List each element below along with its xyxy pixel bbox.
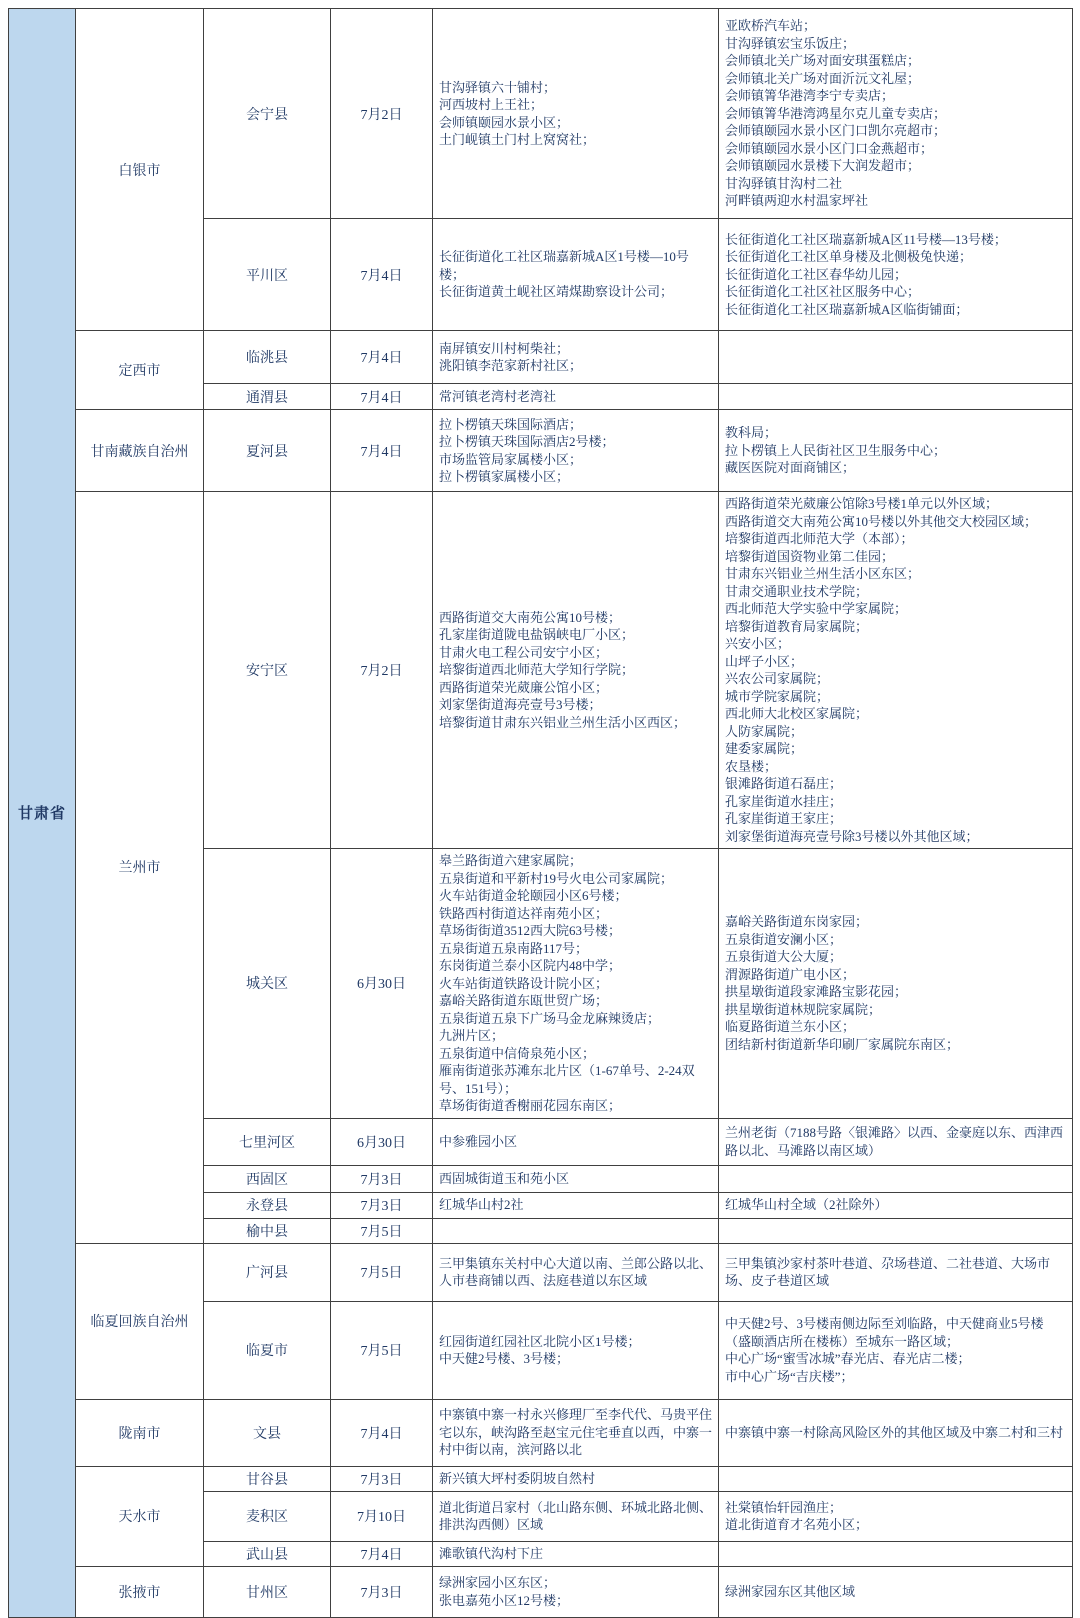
city-cell: 临夏回族自治州 bbox=[76, 1243, 204, 1399]
date-cell: 7月5日 bbox=[331, 1218, 433, 1243]
area-line: 甘肃东兴铝业兰州生活小区东区； bbox=[725, 566, 921, 581]
mid-risk-areas-cell bbox=[433, 384, 719, 410]
area-line: 甘肃火电工程公司安宁小区； bbox=[439, 644, 609, 660]
table-row bbox=[9, 492, 1073, 849]
area-line: 洮阳镇李范家新村社区； bbox=[439, 358, 583, 373]
area-line: 西路街道荣光葳廉公馆除3号楼1单元以外区域； bbox=[725, 496, 999, 511]
province-cell: 甘肃省 bbox=[9, 9, 76, 1618]
county-cell: 甘谷县 bbox=[204, 1466, 331, 1491]
area-line: 建委家属院； bbox=[725, 741, 804, 756]
date-cell: 7月4日 bbox=[331, 1399, 433, 1466]
county-cell: 榆中县 bbox=[204, 1218, 331, 1243]
date-cell: 7月2日 bbox=[331, 9, 433, 219]
area-line: 中心广场“蜜雪冰城”春光店、春光店二楼； bbox=[725, 1351, 971, 1366]
area-line: 会师镇箐华港湾鸿星尔克儿童专卖店； bbox=[725, 105, 947, 121]
table-row bbox=[9, 410, 1073, 492]
area-line: 培黎街道教育局家属院； bbox=[725, 618, 869, 634]
area-line: 西路街道交大南苑公寓10号楼以外其他交大校园区域； bbox=[725, 513, 1038, 529]
other-areas-cell bbox=[719, 849, 1073, 1119]
mid-risk-areas-cell bbox=[433, 1541, 719, 1566]
other-areas-cell bbox=[719, 384, 1073, 410]
area-line: 会师镇颐园水景楼下大润发超市； bbox=[725, 158, 921, 174]
area-line: 道北街道吕家村（北山路东侧、环城北路北侧、排洪沟西侧）区域 bbox=[439, 1499, 713, 1532]
county-cell: 甘州区 bbox=[204, 1566, 331, 1617]
area-line: 张电嘉苑小区12号楼； bbox=[439, 1592, 570, 1608]
county-cell: 永登县 bbox=[204, 1192, 331, 1218]
area-line: 长征街道化工社区春华幼儿园； bbox=[725, 266, 908, 282]
area-line: 甘肃交通职业技术学院； bbox=[725, 583, 869, 599]
area-line: 西固城街道玉和苑小区 bbox=[439, 1170, 570, 1186]
city-cell: 陇南市 bbox=[76, 1399, 204, 1466]
area-line: 长征街道化工社区瑞嘉新城A区1号楼—10号楼； bbox=[439, 249, 689, 282]
area-line: 拱星墩街道段家滩路宝影花园； bbox=[725, 984, 908, 1000]
mid-risk-areas-cell bbox=[433, 1243, 719, 1301]
area-line: 渭源路街道广电小区； bbox=[725, 966, 856, 982]
mid-risk-areas-cell bbox=[433, 1566, 719, 1617]
area-line: 长征街道化工社区单身楼及北侧极兔快递； bbox=[725, 249, 973, 265]
area-line: 银滩路街道石磊庄； bbox=[725, 776, 843, 791]
other-areas-cell bbox=[719, 1218, 1073, 1243]
date-cell: 7月3日 bbox=[331, 1192, 433, 1218]
area-line: 三甲集镇东关村中心大道以南、兰郎公路以北、人市巷商铺以西、法庭巷道以东区域 bbox=[439, 1255, 713, 1288]
area-line: 南屏镇安川村柯柴社； bbox=[439, 340, 570, 356]
county-cell: 安宁区 bbox=[204, 492, 331, 849]
date-cell: 7月5日 bbox=[331, 1243, 433, 1301]
area-line: 兰州老街（7188号路〈银滩路〉以西、金豪庭以东、西津西路以北、马滩路以南区域） bbox=[725, 1125, 1064, 1158]
area-line: 铁路西村街道达祥南苑小区； bbox=[439, 905, 609, 921]
other-areas-cell bbox=[719, 219, 1073, 331]
date-cell: 6月30日 bbox=[331, 1118, 433, 1165]
area-line: 中寨镇中寨一村永兴修理厂至李代代、马贵平住宅以东，峡沟路至赵宝元住宅垂直以西，中寨一村中街以南，滨河路以北 bbox=[439, 1407, 713, 1458]
other-areas-cell bbox=[719, 1192, 1073, 1218]
county-cell: 麦积区 bbox=[204, 1491, 331, 1541]
area-line: 三甲集镇沙家村茶叶巷道、尕场巷道、二社巷道、大场市场、皮子巷道区域 bbox=[725, 1255, 1051, 1288]
area-line: 西北师范大学实验中学家属院； bbox=[725, 601, 908, 616]
area-line: 培黎街道甘肃东兴铝业兰州生活小区西区； bbox=[439, 714, 687, 730]
table-row bbox=[9, 9, 1073, 219]
area-line: 山坪子小区； bbox=[725, 653, 804, 669]
other-areas-cell bbox=[719, 410, 1073, 492]
area-line: 兴农公司家属院； bbox=[725, 671, 830, 686]
area-line: 河畔镇两迎水村温家坪社 bbox=[725, 193, 869, 209]
area-line: 东岗街道兰泰小区院内48中学； bbox=[439, 958, 622, 973]
area-line: 常河镇老湾村老湾社 bbox=[439, 388, 557, 404]
area-line: 五泉街道安澜小区； bbox=[725, 931, 843, 947]
mid-risk-areas-cell bbox=[433, 1118, 719, 1165]
area-line: 培黎街道西北师范大学知行学院； bbox=[439, 662, 635, 678]
mid-risk-areas-cell bbox=[433, 410, 719, 492]
area-line: 会师镇颐园水景小区门口凯尔亮超市； bbox=[725, 123, 947, 139]
area-line: 西路街道交大南苑公寓10号楼； bbox=[439, 609, 622, 625]
date-cell: 7月3日 bbox=[331, 1566, 433, 1617]
area-line: 培黎街道西北师范大学（本部）； bbox=[725, 531, 914, 546]
area-line: 皋兰路街道六建家属院； bbox=[439, 853, 583, 868]
date-cell: 7月4日 bbox=[331, 384, 433, 410]
area-line: 会师镇颐园水景小区门口金燕超市； bbox=[725, 140, 934, 156]
area-line: 拉卜楞镇家属楼小区； bbox=[439, 469, 570, 484]
date-cell: 7月10日 bbox=[331, 1491, 433, 1541]
area-line: 市场监管局家属楼小区； bbox=[439, 451, 583, 467]
area-line: 五泉街道中信倚泉苑小区； bbox=[439, 1045, 596, 1061]
city-cell: 白银市 bbox=[76, 9, 204, 331]
area-line: 道北街道育才名苑小区； bbox=[725, 1517, 869, 1532]
city-cell: 甘南藏族自治州 bbox=[76, 410, 204, 492]
area-line: 中参雅园小区 bbox=[439, 1133, 518, 1149]
table-row bbox=[9, 1566, 1073, 1617]
date-cell: 6月30日 bbox=[331, 849, 433, 1119]
area-line: 五泉街道和平新村19号火电公司家属院； bbox=[439, 870, 674, 886]
table-row bbox=[9, 331, 1073, 384]
mid-risk-areas-cell bbox=[433, 1491, 719, 1541]
area-line: 嘉峪关路街道东瓯世贸广场； bbox=[439, 993, 609, 1008]
area-line: 孔家崖街道陇电盐锅峡电厂小区； bbox=[439, 627, 635, 643]
area-line: 嘉峪关路街道东岗家园； bbox=[725, 914, 869, 930]
table-row bbox=[9, 1466, 1073, 1491]
area-line: 西北师大北校区家属院； bbox=[725, 706, 869, 721]
other-areas-cell bbox=[719, 1118, 1073, 1165]
other-areas-cell bbox=[719, 1491, 1073, 1541]
area-line: 绿洲家园小区东区； bbox=[439, 1575, 557, 1590]
area-line: 农垦楼； bbox=[725, 758, 778, 774]
area-line: 会师镇箐华港湾李宁专卖店； bbox=[725, 88, 895, 104]
area-line: 会师镇北关广场对面沂沅文礼屋； bbox=[725, 70, 921, 86]
date-cell: 7月5日 bbox=[331, 1301, 433, 1399]
area-line: 长征街道黄土岘社区靖煤勘察设计公司； bbox=[439, 284, 674, 300]
county-cell: 武山县 bbox=[204, 1541, 331, 1566]
other-areas-cell bbox=[719, 1399, 1073, 1466]
city-cell: 张掖市 bbox=[76, 1566, 204, 1617]
date-cell: 7月2日 bbox=[331, 492, 433, 849]
county-cell: 夏河县 bbox=[204, 410, 331, 492]
mid-risk-areas-cell bbox=[433, 849, 719, 1119]
date-cell: 7月4日 bbox=[331, 331, 433, 384]
area-line: 红城华山村全域（2社除外） bbox=[725, 1197, 888, 1213]
area-line: 滩歌镇代沟村下庄 bbox=[439, 1545, 544, 1561]
other-areas-cell bbox=[719, 492, 1073, 849]
area-line: 拉卜楞镇上人民街社区卫生服务中心； bbox=[725, 442, 947, 458]
city-cell: 天水市 bbox=[76, 1466, 204, 1566]
county-cell: 文县 bbox=[204, 1399, 331, 1466]
other-areas-cell bbox=[719, 331, 1073, 384]
area-line: 社棠镇怡轩园渔庄； bbox=[725, 1499, 843, 1515]
area-line: 中天健2号、3号楼南侧边际至刘临路，中天健商业5号楼（盛颐酒店所在楼栋）至城东一路区域； bbox=[725, 1316, 1044, 1349]
area-line: 九洲片区； bbox=[439, 1028, 505, 1043]
date-cell: 7月4日 bbox=[331, 219, 433, 331]
mid-risk-areas-cell bbox=[433, 1192, 719, 1218]
area-line: 甘沟驿镇六十铺村； bbox=[439, 79, 557, 95]
area-line: 火车站街道金轮颐园小区6号楼； bbox=[439, 888, 628, 903]
area-line: 临夏路街道兰东小区； bbox=[725, 1019, 856, 1035]
county-cell: 会宁县 bbox=[204, 9, 331, 219]
area-line: 西路街道荣光葳廉公馆小区； bbox=[439, 679, 609, 695]
city-cell: 定西市 bbox=[76, 331, 204, 410]
date-cell: 7月4日 bbox=[331, 410, 433, 492]
area-line: 拱星墩街道林规院家属院； bbox=[725, 1001, 882, 1017]
mid-risk-areas-cell bbox=[433, 492, 719, 849]
county-cell: 西固区 bbox=[204, 1165, 331, 1192]
mid-risk-areas-cell bbox=[433, 9, 719, 219]
mid-risk-areas-cell bbox=[433, 1165, 719, 1192]
county-cell: 临夏市 bbox=[204, 1301, 331, 1399]
area-line: 中寨镇中寨一村除高风险区外的其他区域及中寨二村和三村 bbox=[725, 1424, 1064, 1440]
area-line: 人防家属院； bbox=[725, 723, 804, 739]
mid-risk-areas-cell bbox=[433, 331, 719, 384]
area-line: 孔家崖街道王家庄； bbox=[725, 811, 843, 826]
other-areas-cell bbox=[719, 1466, 1073, 1491]
area-line: 甘沟驿镇甘沟村二社 bbox=[725, 175, 843, 191]
area-line: 会师镇颐园水景小区； bbox=[439, 114, 570, 130]
county-cell: 通渭县 bbox=[204, 384, 331, 410]
area-line: 刘家堡街道海亮壹号3号楼； bbox=[439, 697, 602, 713]
other-areas-cell bbox=[719, 1243, 1073, 1301]
area-line: 团结新村街道新华印刷厂家属院东南区； bbox=[725, 1036, 960, 1052]
area-line: 拉卜楞镇天珠国际酒店2号楼； bbox=[439, 434, 615, 449]
area-line: 长征街道化工社区社区服务中心； bbox=[725, 284, 921, 300]
city-cell: 兰州市 bbox=[76, 492, 204, 1244]
area-line: 藏医医院对面商铺区； bbox=[725, 460, 856, 476]
other-areas-cell bbox=[719, 1165, 1073, 1192]
area-line: 亚欧桥汽车站； bbox=[725, 18, 817, 34]
area-line: 拉卜楞镇天珠国际酒店； bbox=[439, 416, 583, 432]
area-line: 中天健2号楼、3号楼； bbox=[439, 1351, 570, 1366]
other-areas-cell bbox=[719, 1301, 1073, 1399]
area-line: 兴安小区； bbox=[725, 636, 791, 651]
area-line: 五泉街道五泉下广场马金龙麻辣烫店； bbox=[439, 1010, 661, 1026]
mid-risk-areas-cell bbox=[433, 1218, 719, 1243]
mid-risk-areas-cell bbox=[433, 1399, 719, 1466]
area-line: 新兴镇大坪村委阴坡自然村 bbox=[439, 1470, 596, 1486]
county-cell: 平川区 bbox=[204, 219, 331, 331]
date-cell: 7月3日 bbox=[331, 1466, 433, 1491]
area-line: 雁南街道张苏滩东北片区（1-67单号、2-24双号、151号）； bbox=[439, 1063, 695, 1096]
area-line: 五泉街道大公大厦； bbox=[725, 949, 843, 965]
area-line: 五泉街道五泉南路117号； bbox=[439, 940, 589, 956]
area-line: 草场街街道3512西大院63号楼； bbox=[439, 923, 622, 938]
other-areas-cell bbox=[719, 9, 1073, 219]
county-cell: 城关区 bbox=[204, 849, 331, 1119]
area-line: 培黎街道国资物业第二佳园； bbox=[725, 548, 895, 564]
mid-risk-areas-cell bbox=[433, 1301, 719, 1399]
area-line: 甘沟驿镇宏宝乐饭庄； bbox=[725, 35, 856, 51]
area-line: 会师镇北关广场对面安琪蛋糕店； bbox=[725, 53, 921, 69]
other-areas-cell bbox=[719, 1541, 1073, 1566]
county-cell: 广河县 bbox=[204, 1243, 331, 1301]
area-line: 绿洲家园东区其他区域 bbox=[725, 1583, 856, 1599]
date-cell: 7月3日 bbox=[331, 1165, 433, 1192]
area-line: 长征街道化工社区瑞嘉新城A区临街铺面； bbox=[725, 301, 969, 317]
area-line: 土门岘镇土门村上窝窝社； bbox=[439, 132, 596, 147]
date-cell: 7月4日 bbox=[331, 1541, 433, 1566]
mid-risk-areas-cell bbox=[433, 219, 719, 331]
area-line: 孔家崖街道水挂庄； bbox=[725, 793, 843, 809]
county-cell: 七里河区 bbox=[204, 1118, 331, 1165]
area-line: 红园街道红园社区北院小区1号楼； bbox=[439, 1333, 641, 1349]
mid-risk-areas-cell bbox=[433, 1466, 719, 1491]
table-row bbox=[9, 1399, 1073, 1466]
county-cell: 临洮县 bbox=[204, 331, 331, 384]
area-line: 长征街道化工社区瑞嘉新城A区11号楼—13号楼； bbox=[725, 231, 1007, 247]
other-areas-cell bbox=[719, 1566, 1073, 1617]
area-line: 红城华山村2社 bbox=[439, 1197, 524, 1213]
area-line: 市中心广场“吉庆楼”； bbox=[725, 1368, 854, 1384]
area-line: 教科局； bbox=[725, 425, 778, 441]
area-line: 城市学院家属院； bbox=[725, 688, 830, 704]
area-line: 刘家堡街道海亮壹号除3号楼以外其他区域； bbox=[725, 828, 979, 844]
area-line: 河西坡村上王社； bbox=[439, 97, 544, 112]
area-line: 火车站街道铁路设计院小区； bbox=[439, 975, 609, 991]
table-row bbox=[9, 1243, 1073, 1301]
area-line: 草场街街道香榭丽花园东南区； bbox=[439, 1098, 622, 1113]
risk-area-table bbox=[8, 8, 1073, 1618]
